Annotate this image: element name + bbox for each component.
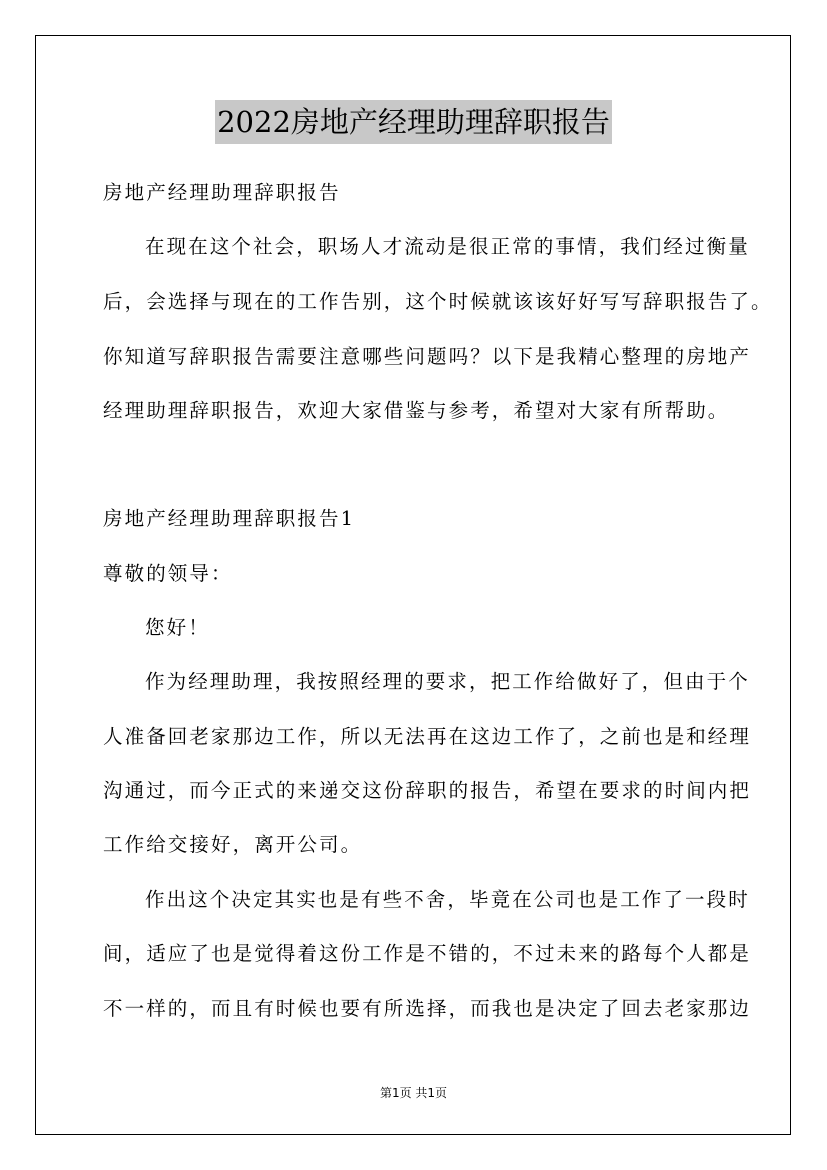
- document-title: 2022房地产经理助理辞职报告: [215, 100, 612, 144]
- body-paragraph-line: 工作给交接好，离开公司。: [103, 833, 363, 856]
- intro-paragraph-line: 经理助理辞职报告，欢迎大家借鉴与参考，希望对大家有所帮助。: [103, 399, 730, 422]
- body-paragraph-line: 人准备回老家那边工作，所以无法再在这边工作了，之前也是和经理: [103, 725, 752, 748]
- body-paragraph-line: 作出这个决定其实也是有些不舍，毕竟在公司也是工作了一段时: [145, 888, 750, 911]
- intro-paragraph-line: 后，会选择与现在的工作告别，这个时候就该该好好写写辞职报告了。: [103, 290, 773, 313]
- body-paragraph-line: 沟通过，而今正式的来递交这份辞职的报告，希望在要求的时间内把: [103, 779, 752, 802]
- subtitle-line: 房地产经理助理辞职报告: [103, 181, 341, 204]
- intro-paragraph-line: 你知道写辞职报告需要注意哪些问题吗？以下是我精心整理的房地产: [103, 345, 752, 368]
- greeting: 您好！: [145, 616, 210, 639]
- body-paragraph-line: 间，适应了也是觉得着这份工作是不错的，不过未来的路每个人都是: [103, 942, 752, 965]
- salutation: 尊敬的领导：: [103, 562, 233, 585]
- document-title-wrapper: [0, 100, 827, 144]
- body-paragraph-line: 作为经理助理，我按照经理的要求，把工作给做好了，但由于个: [145, 670, 750, 693]
- intro-paragraph-line: 在现在这个社会，职场人才流动是很正常的事情，我们经过衡量: [145, 235, 750, 258]
- page-number-footer: 第1页 共1页: [379, 1086, 448, 1100]
- section-heading: 房地产经理助理辞职报告1: [103, 507, 356, 530]
- body-paragraph-line: 不一样的，而且有时候也要有所选择，而我也是决定了回去老家那边: [103, 997, 752, 1020]
